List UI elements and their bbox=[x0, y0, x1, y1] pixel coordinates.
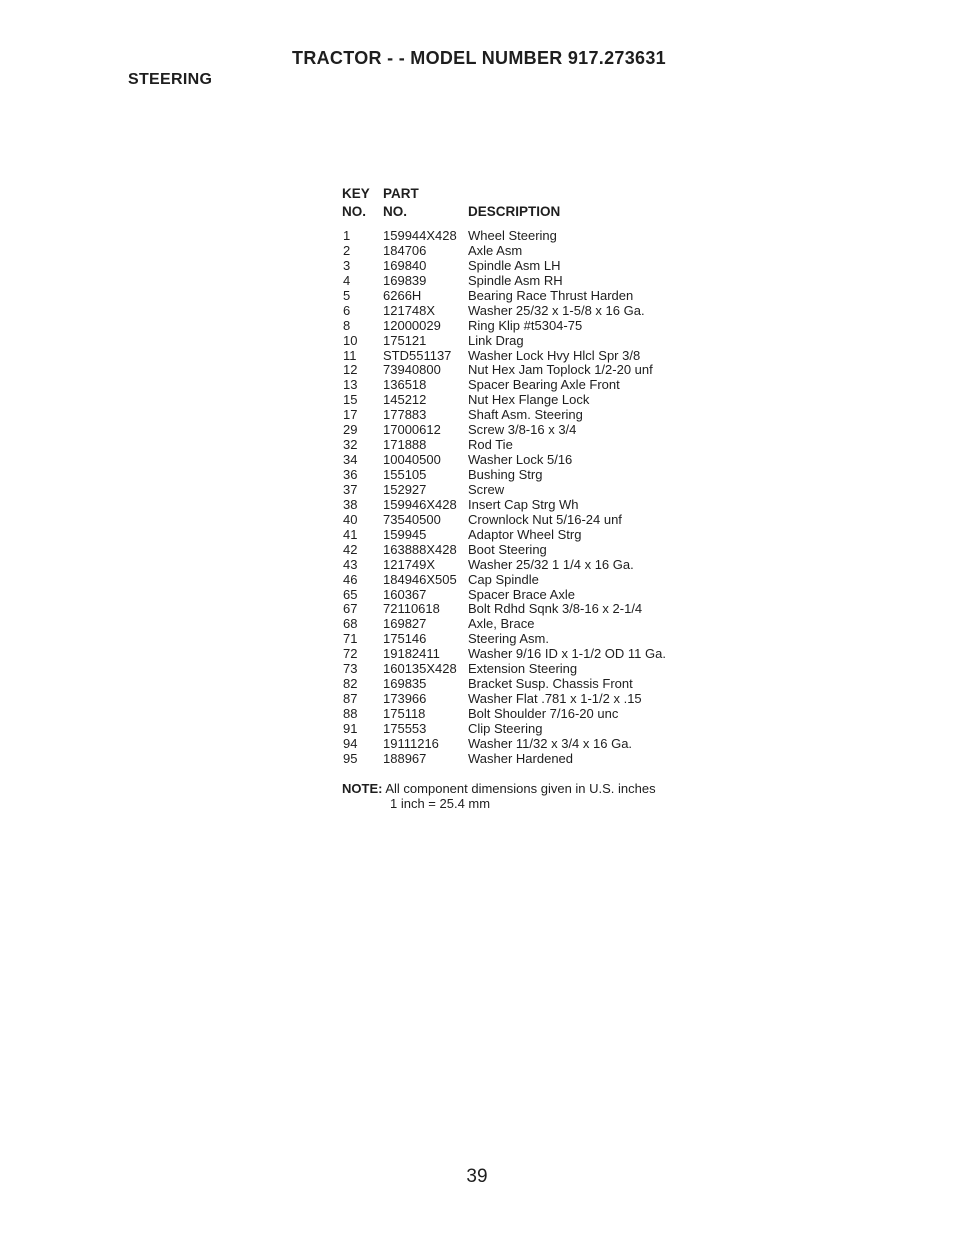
description-cell: Spindle Asm LH bbox=[468, 257, 561, 273]
key-cell: 4 bbox=[343, 272, 351, 288]
description-cell: Bearing Race Thrust Harden bbox=[468, 287, 634, 303]
section-heading: STEERING bbox=[128, 71, 213, 88]
key-cell: 36 bbox=[343, 467, 358, 482]
description-cell: Link Drag bbox=[468, 332, 524, 348]
part-number-cell: 17000612 bbox=[383, 422, 441, 438]
part-number-cell: 19182411 bbox=[383, 646, 440, 662]
key-cell: 68 bbox=[343, 616, 358, 632]
description-cell: Boot Steering bbox=[468, 541, 547, 557]
part-number-cell: 177883 bbox=[383, 407, 427, 423]
key-cell: 91 bbox=[343, 720, 358, 736]
key-cell: 17 bbox=[343, 407, 358, 423]
part-number-cell: 188967 bbox=[383, 750, 427, 766]
key-cell: 10 bbox=[343, 332, 358, 348]
description-cell: Cap Spindle bbox=[468, 571, 539, 587]
part-number-cell: 163888X428 bbox=[383, 541, 457, 557]
key-cell: 15 bbox=[343, 392, 358, 408]
note bbox=[342, 781, 656, 811]
header-part-top: PART bbox=[383, 186, 419, 201]
part-number-cell: 169835 bbox=[383, 676, 427, 692]
part-number-cell: 73940800 bbox=[383, 362, 441, 378]
description-cell: Extension Steering bbox=[468, 661, 578, 677]
part-number-cell: 175553 bbox=[383, 720, 427, 736]
part-number-cell: 160367 bbox=[383, 586, 427, 602]
key-cell: 46 bbox=[343, 571, 358, 587]
header-description: DESCRIPTION bbox=[468, 204, 561, 219]
part-number-cell: 173966 bbox=[383, 691, 427, 707]
description-cell: Washer 11/32 x 3/4 x 16 Ga. bbox=[468, 735, 633, 751]
part-number-cell: 159945 bbox=[383, 526, 427, 542]
key-cell: 72 bbox=[343, 646, 358, 662]
key-cell: 73 bbox=[343, 661, 358, 677]
part-number-cell: 175146 bbox=[383, 631, 427, 647]
part-number-cell: 19111216 bbox=[383, 735, 439, 751]
description-cell: Nut Hex Flange Lock bbox=[468, 392, 590, 408]
description-cell: Bolt Shoulder 7/16-20 unc bbox=[468, 706, 619, 721]
part-number-cell: 169827 bbox=[383, 616, 427, 632]
key-cell: 65 bbox=[343, 586, 358, 602]
key-cell: 67 bbox=[343, 601, 358, 617]
description-cell: Washer Lock Hvy Hlcl Spr 3/8 bbox=[468, 347, 641, 363]
key-cell: 3 bbox=[343, 257, 351, 273]
part-number-cell: STD551137 bbox=[383, 347, 452, 363]
key-cell: 6 bbox=[343, 302, 351, 318]
description-cell: Washer 25/32 1 1/4 x 16 Ga. bbox=[468, 556, 634, 572]
key-cell: 41 bbox=[343, 526, 358, 542]
description-cell: Screw 3/8-16 x 3/4 bbox=[468, 422, 577, 438]
note-line-2: 1 inch = 25.4 mm bbox=[390, 796, 491, 811]
part-number-cell: 184946X505 bbox=[383, 571, 457, 587]
description-cell: Shaft Asm. Steering bbox=[468, 407, 583, 423]
description-cell: Washer Hardened bbox=[468, 750, 574, 766]
key-cell: 87 bbox=[343, 691, 358, 707]
part-number-cell: 155105 bbox=[383, 467, 427, 482]
key-cell: 34 bbox=[343, 452, 358, 468]
part-number-cell: 73540500 bbox=[383, 511, 441, 527]
description-cell: Clip Steering bbox=[468, 720, 543, 736]
description-cell: Steering Asm. bbox=[468, 631, 549, 647]
part-number-cell: 160135X428 bbox=[383, 661, 457, 677]
part-number-cell: 6266H bbox=[383, 287, 422, 303]
part-number-cell: 10040500 bbox=[383, 452, 441, 468]
key-cell: 71 bbox=[343, 631, 358, 647]
page-number: 39 bbox=[466, 1166, 488, 1187]
description-cell: Ring Klip #t5304-75 bbox=[468, 317, 583, 333]
part-number-cell: 152927 bbox=[383, 481, 427, 497]
key-cell: 11 bbox=[343, 347, 357, 363]
description-cell: Bolt Rdhd Sqnk 3/8-16 x 2-1/4 bbox=[468, 601, 643, 617]
part-number-cell: 12000029 bbox=[383, 317, 441, 333]
key-cell: 38 bbox=[343, 496, 358, 512]
header-part-bottom: NO. bbox=[383, 204, 408, 219]
key-cell: 42 bbox=[343, 541, 358, 557]
description-cell: Axle, Brace bbox=[468, 616, 535, 632]
description-cell: Washer 9/16 ID x 1-1/2 OD 11 Ga. bbox=[468, 646, 666, 662]
description-cell: Bushing Strg bbox=[468, 467, 543, 482]
part-number-cell: 121749X bbox=[383, 556, 436, 572]
part-number-cell: 175121 bbox=[383, 332, 427, 348]
description-cell: Screw bbox=[468, 481, 505, 497]
key-cell: 5 bbox=[343, 287, 351, 303]
description-cell: Nut Hex Jam Toplock 1/2-20 unf bbox=[468, 362, 653, 378]
part-number-cell: 121748X bbox=[383, 302, 436, 318]
key-cell: 32 bbox=[343, 437, 358, 453]
part-number-cell: 169840 bbox=[383, 257, 427, 273]
key-cell: 88 bbox=[343, 706, 358, 721]
note-line-1: All component dimensions given in U.S. inches bbox=[385, 781, 656, 796]
part-number-cell: 72110618 bbox=[383, 601, 440, 617]
key-cell: 1 bbox=[343, 228, 351, 243]
description-cell: Insert Cap Strg Wh bbox=[468, 496, 579, 512]
key-cell: 2 bbox=[343, 242, 351, 258]
key-cell: 37 bbox=[343, 481, 358, 497]
page-title: TRACTOR - - MODEL NUMBER 917.273631 bbox=[292, 48, 666, 68]
key-cell: 82 bbox=[343, 676, 358, 692]
description-cell: Rod Tie bbox=[468, 437, 513, 453]
description-cell: Spacer Brace Axle bbox=[468, 586, 575, 602]
part-number-cell: 159946X428 bbox=[383, 496, 457, 512]
key-cell: 13 bbox=[343, 377, 358, 393]
description-cell: Washer Flat .781 x 1-1/2 x .15 bbox=[468, 691, 642, 707]
part-number-cell: 175118 bbox=[383, 706, 426, 721]
description-cell: Wheel Steering bbox=[468, 228, 557, 243]
part-number-cell: 171888 bbox=[383, 437, 427, 453]
key-cell: 40 bbox=[343, 511, 358, 527]
description-cell: Crownlock Nut 5/16-24 unf bbox=[468, 511, 622, 527]
note-label: NOTE: bbox=[342, 781, 383, 796]
description-cell: Bracket Susp. Chassis Front bbox=[468, 676, 633, 692]
part-number-cell: 145212 bbox=[383, 392, 427, 408]
description-cell: Axle Asm bbox=[468, 242, 523, 258]
header-key-top: KEY bbox=[342, 186, 370, 201]
key-cell: 29 bbox=[343, 422, 358, 438]
description-cell: Adaptor Wheel Strg bbox=[468, 526, 582, 542]
description-cell: Spindle Asm RH bbox=[468, 272, 563, 288]
part-number-cell: 159944X428 bbox=[383, 228, 457, 243]
key-cell: 43 bbox=[343, 556, 358, 572]
key-cell: 12 bbox=[343, 362, 358, 378]
key-cell: 94 bbox=[343, 735, 358, 751]
key-cell: 8 bbox=[343, 317, 351, 333]
part-number-cell: 169839 bbox=[383, 272, 427, 288]
description-cell: Spacer Bearing Axle Front bbox=[468, 377, 620, 393]
part-number-cell: 136518 bbox=[383, 377, 427, 393]
header-key-bottom: NO. bbox=[342, 204, 367, 219]
description-cell: Washer Lock 5/16 bbox=[468, 452, 573, 468]
description-cell: Washer 25/32 x 1-5/8 x 16 Ga. bbox=[468, 302, 645, 318]
key-cell: 95 bbox=[343, 750, 358, 766]
part-number-cell: 184706 bbox=[383, 242, 427, 258]
